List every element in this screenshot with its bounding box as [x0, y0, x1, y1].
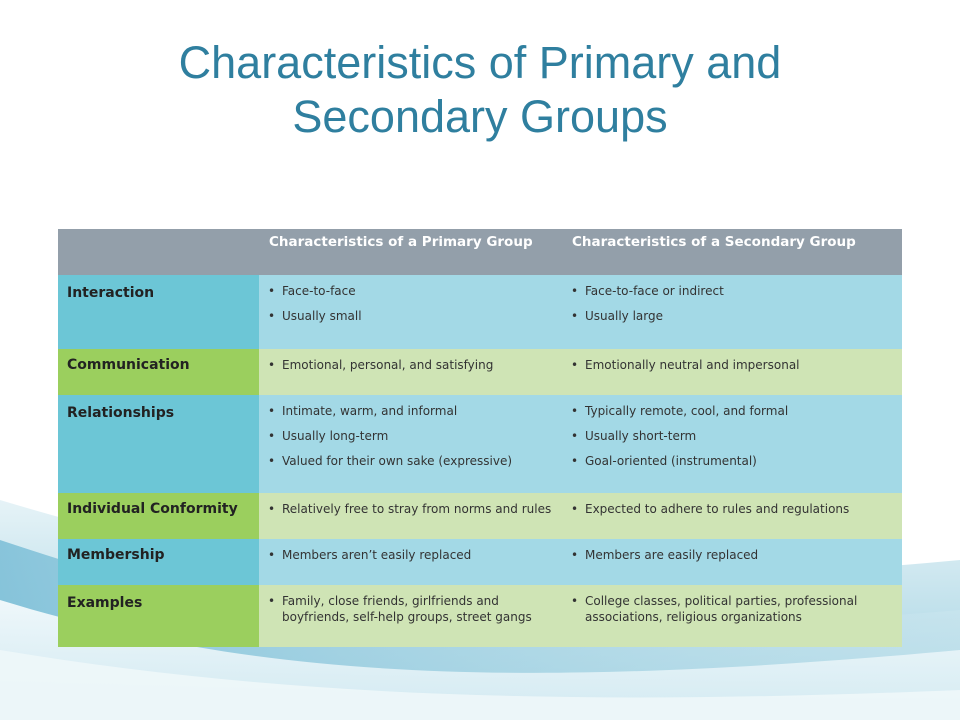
- table-row-membership: [58, 539, 902, 585]
- table-row-communication: [58, 349, 902, 395]
- list-item: • Usually short-term: [571, 428, 894, 444]
- header-cell-empty: [58, 229, 259, 275]
- secondary-cell: [562, 275, 902, 349]
- primary-cell: [259, 585, 562, 647]
- header-row: [58, 229, 902, 275]
- table-row-examples: [58, 585, 902, 647]
- table-row-relationships: [58, 395, 902, 493]
- list-item: • Family, close friends, girlfriends and boyfriends, self-help groups, street gangs: [268, 593, 554, 625]
- list-item: • Usually long-term: [268, 428, 554, 444]
- list-item: • Relatively free to stray from norms and rules: [268, 501, 554, 517]
- primary-cell: [259, 539, 562, 585]
- row-label: Interaction: [58, 275, 259, 349]
- comparison-table: [58, 229, 902, 647]
- list-item: • Face-to-face or indirect: [571, 283, 894, 299]
- list-item: • Valued for their own sake (expressive): [268, 453, 554, 469]
- secondary-cell: [562, 349, 902, 395]
- row-label: Membership: [58, 539, 259, 585]
- row-label: Individual Conformity: [58, 493, 259, 539]
- table-row-interaction: [58, 275, 902, 349]
- header-cell-primary: Characteristics of a Primary Group: [259, 229, 562, 275]
- primary-cell: [259, 275, 562, 349]
- list-item: • Emotionally neutral and impersonal: [571, 357, 894, 373]
- slide-title-line-2: Secondary Groups: [292, 91, 668, 142]
- table-row-individual-conformity: [58, 493, 902, 539]
- slide-title-line-1: Characteristics of Primary and: [178, 37, 782, 88]
- header-cell-secondary: Characteristics of a Secondary Group: [562, 229, 902, 275]
- slide-title: [0, 36, 960, 144]
- list-item: • Members aren’t easily replaced: [268, 547, 554, 563]
- list-item: • Intimate, warm, and informal: [268, 403, 554, 419]
- list-item: • Emotional, personal, and satisfying: [268, 357, 554, 373]
- primary-cell: [259, 493, 562, 539]
- row-label: Examples: [58, 585, 259, 647]
- secondary-cell: [562, 493, 902, 539]
- list-item: • Usually large: [571, 308, 894, 324]
- primary-cell: [259, 395, 562, 493]
- secondary-cell: [562, 585, 902, 647]
- list-item: • Usually small: [268, 308, 554, 324]
- list-item: • Face-to-face: [268, 283, 554, 299]
- list-item: • College classes, political parties, professional associations, religious organizations: [571, 593, 894, 625]
- list-item: • Expected to adhere to rules and regulations: [571, 501, 894, 517]
- row-label: Communication: [58, 349, 259, 395]
- list-item: • Goal-oriented (instrumental): [571, 453, 894, 469]
- list-item: • Members are easily replaced: [571, 547, 894, 563]
- secondary-cell: [562, 395, 902, 493]
- primary-cell: [259, 349, 562, 395]
- secondary-cell: [562, 539, 902, 585]
- row-label: Relationships: [58, 395, 259, 493]
- list-item: • Typically remote, cool, and formal: [571, 403, 894, 419]
